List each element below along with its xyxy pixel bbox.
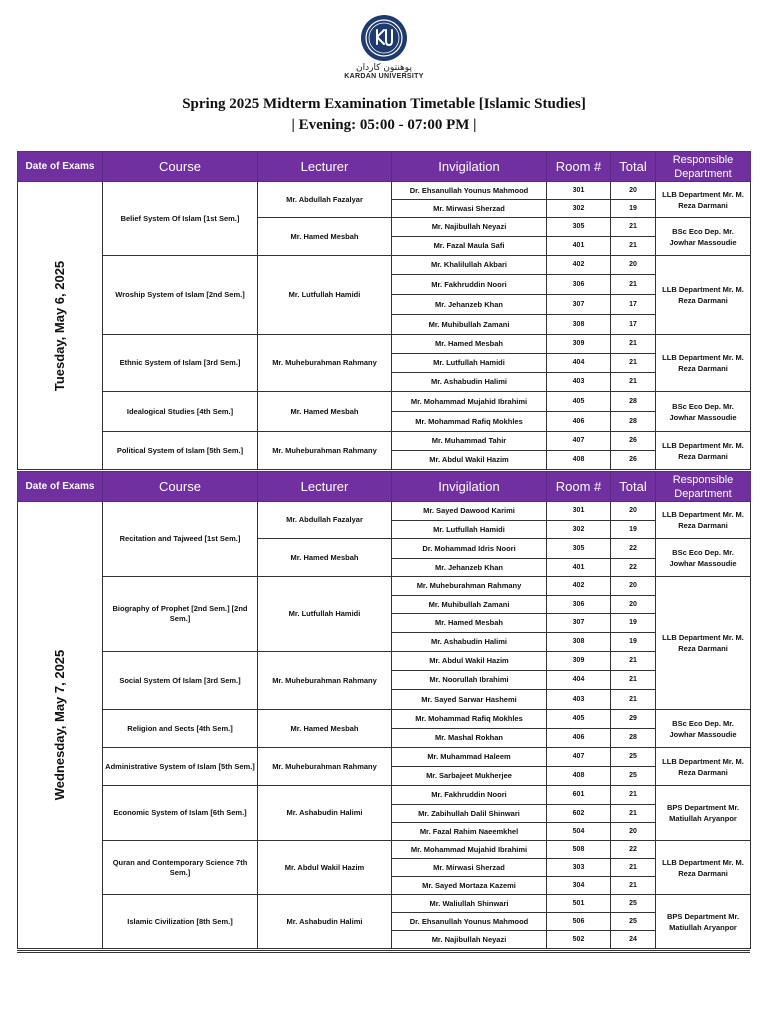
room-number: 407 — [547, 748, 611, 767]
invigilator-name: Mr. Sarbajeet Mukherjee — [392, 767, 547, 786]
invigilator-name: Mr. Najibullah Neyazi — [392, 931, 547, 949]
invigilator-name: Dr. Ehsanullah Younus Mahmood — [392, 913, 547, 931]
room-number: 405 — [547, 710, 611, 729]
student-total: 26 — [611, 451, 656, 470]
student-total: 19 — [611, 614, 656, 633]
room-number: 404 — [547, 671, 611, 690]
student-total: 22 — [611, 841, 656, 859]
invigilator-name: Mr. Abdul Wakil Hazim — [392, 451, 547, 470]
table-row — [18, 710, 751, 729]
student-total: 29 — [611, 710, 656, 729]
room-number: 402 — [547, 577, 611, 596]
room-number: 307 — [547, 295, 611, 315]
course-name: Idealogical Studies [4th Sem.] — [103, 392, 258, 432]
student-total: 22 — [611, 539, 656, 559]
student-total: 19 — [611, 521, 656, 539]
exam-date: Wednesday, May 7, 2025 — [52, 649, 67, 801]
header-room: Room # — [547, 152, 611, 182]
responsible-department: BPS Department Mr. Matiullah Aryanpor — [656, 895, 751, 949]
table-row — [18, 748, 751, 767]
header-date: Date of Exams — [18, 152, 103, 182]
responsible-department: LLB Department Mr. M. Reza Darmani — [656, 748, 751, 786]
room-number: 306 — [547, 275, 611, 295]
lecturer-name: Mr. Hamed Mesbah — [258, 539, 392, 577]
table-bottom-border — [17, 950, 750, 953]
invigilator-name: Mr. Muhammad Haleem — [392, 748, 547, 767]
header-responsible: Responsible Department — [656, 152, 751, 182]
room-number: 308 — [547, 315, 611, 335]
room-number: 405 — [547, 392, 611, 412]
responsible-department: BSc Eco Dep. Mr. Jowhar Massoudie — [656, 218, 751, 256]
student-total: 19 — [611, 633, 656, 652]
room-number: 601 — [547, 786, 611, 805]
invigilator-name: Mr. Lutfullah Hamidi — [392, 521, 547, 539]
student-total: 25 — [611, 767, 656, 786]
room-number: 508 — [547, 841, 611, 859]
timetable-wednesday — [17, 471, 751, 949]
room-number: 407 — [547, 432, 611, 451]
room-number: 506 — [547, 913, 611, 931]
responsible-department: LLB Department Mr. M. Reza Darmani — [656, 577, 751, 710]
room-number: 401 — [547, 237, 611, 256]
student-total: 21 — [611, 354, 656, 373]
lecturer-name: Mr. Muheburahman Rahmany — [258, 748, 392, 786]
invigilator-name: Mr. Khalilullah Akbari — [392, 256, 547, 275]
invigilator-name: Mr. Abdul Wakil Hazim — [392, 652, 547, 671]
student-total: 28 — [611, 392, 656, 412]
table-row — [18, 392, 751, 412]
course-name: Biography of Prophet [2nd Sem.] [2nd Sem.] — [103, 577, 258, 652]
student-total: 21 — [611, 805, 656, 823]
exam-date: Tuesday, May 6, 2025 — [52, 260, 67, 391]
student-total: 28 — [611, 412, 656, 432]
student-total: 20 — [611, 256, 656, 275]
responsible-department: LLB Department Mr. M. Reza Darmani — [656, 502, 751, 539]
invigilator-name: Mr. Ashabudin Halimi — [392, 633, 547, 652]
table-row — [18, 256, 751, 275]
invigilator-name: Mr. Sayed Dawood Karimi — [392, 502, 547, 521]
invigilator-name: Mr. Sayed Sarwar Hashemi — [392, 690, 547, 710]
invigilator-name: Dr. Ehsanullah Younus Mahmood — [392, 182, 547, 200]
table-row — [18, 841, 751, 859]
room-number: 502 — [547, 931, 611, 949]
room-number: 309 — [547, 335, 611, 354]
course-name: Social System Of Islam [3rd Sem.] — [103, 652, 258, 710]
student-total: 19 — [611, 200, 656, 218]
student-total: 21 — [611, 652, 656, 671]
student-total: 17 — [611, 315, 656, 335]
student-total: 21 — [611, 218, 656, 237]
exam-date-cell — [18, 502, 103, 949]
table-row — [18, 335, 751, 354]
responsible-department: LLB Department Mr. M. Reza Darmani — [656, 841, 751, 895]
invigilator-name: Mr. Zabihullah Dalil Shinwari — [392, 805, 547, 823]
university-logo — [0, 14, 768, 81]
student-total: 20 — [611, 596, 656, 614]
invigilator-name: Dr. Mohammad Idris Noori — [392, 539, 547, 559]
room-number: 308 — [547, 633, 611, 652]
table-row — [18, 577, 751, 596]
invigilator-name: Mr. Sayed Mortaza Kazemi — [392, 877, 547, 895]
responsible-department: LLB Department Mr. M. Reza Darmani — [656, 335, 751, 392]
lecturer-name: Mr. Muheburahman Rahmany — [258, 335, 392, 392]
course-name: Religion and Sects [4th Sem.] — [103, 710, 258, 748]
room-number: 404 — [547, 354, 611, 373]
room-number: 302 — [547, 200, 611, 218]
course-name: Quran and Contemporary Science 7th Sem.] — [103, 841, 258, 895]
table-row — [18, 182, 751, 200]
university-name-arabic: پوهنتون کاردان — [356, 63, 412, 73]
table-row — [18, 652, 751, 671]
invigilator-name: Mr. Mirwasi Sherzad — [392, 859, 547, 877]
student-total: 20 — [611, 577, 656, 596]
course-name: Administrative System of Islam [5th Sem.] — [103, 748, 258, 786]
student-total: 21 — [611, 671, 656, 690]
student-total: 28 — [611, 729, 656, 748]
room-number: 403 — [547, 690, 611, 710]
header-lecturer: Lecturer — [258, 152, 392, 182]
header-course: Course — [103, 152, 258, 182]
student-total: 26 — [611, 432, 656, 451]
invigilator-name: Mr. Mohammad Mujahid Ibrahimi — [392, 392, 547, 412]
course-name: Islamic Civilization [8th Sem.] — [103, 895, 258, 949]
course-name: Political System of Islam [5th Sem.] — [103, 432, 258, 470]
header-course: Course — [103, 472, 258, 502]
responsible-department: BSc Eco Dep. Mr. Jowhar Massoudie — [656, 710, 751, 748]
lecturer-name: Mr. Muheburahman Rahmany — [258, 432, 392, 470]
exam-date-cell — [18, 182, 103, 470]
lecturer-name: Mr. Ashabudin Halimi — [258, 895, 392, 949]
room-number: 408 — [547, 451, 611, 470]
responsible-department: BPS Department Mr. Matiullah Aryanpor — [656, 786, 751, 841]
lecturer-name: Mr. Abdullah Fazalyar — [258, 502, 392, 539]
responsible-department: LLB Department Mr. M. Reza Darmani — [656, 182, 751, 218]
student-total: 21 — [611, 335, 656, 354]
invigilator-name: Mr. Fazal Rahim Naeemkhel — [392, 823, 547, 841]
room-number: 406 — [547, 412, 611, 432]
invigilator-name: Mr. Noorullah Ibrahimi — [392, 671, 547, 690]
lecturer-name: Mr. Lutfullah Hamidi — [258, 256, 392, 335]
room-number: 401 — [547, 559, 611, 577]
room-number: 302 — [547, 521, 611, 539]
student-total: 22 — [611, 559, 656, 577]
invigilator-name: Mr. Mashal Rokhan — [392, 729, 547, 748]
invigilator-name: Mr. Fakhruddin Noori — [392, 275, 547, 295]
header-lecturer: Lecturer — [258, 472, 392, 502]
student-total: 21 — [611, 877, 656, 895]
page-subtitle: | Evening: 05:00 - 07:00 PM | — [291, 117, 477, 133]
course-name: Belief System Of Islam [1st Sem.] — [103, 182, 258, 256]
table-row — [18, 786, 751, 805]
room-number: 307 — [547, 614, 611, 633]
header-invigilation: Invigilation — [392, 472, 547, 502]
student-total: 25 — [611, 895, 656, 913]
student-total: 21 — [611, 690, 656, 710]
student-total: 25 — [611, 913, 656, 931]
invigilator-name: Mr. Najibullah Neyazi — [392, 218, 547, 237]
table-row — [18, 502, 751, 521]
table-row — [18, 895, 751, 913]
lecturer-name: Mr. Ashabudin Halimi — [258, 786, 392, 841]
room-number: 305 — [547, 218, 611, 237]
room-number: 402 — [547, 256, 611, 275]
header-responsible: Responsible Department — [656, 472, 751, 502]
student-total: 21 — [611, 786, 656, 805]
lecturer-name: Mr. Hamed Mesbah — [258, 710, 392, 748]
student-total: 20 — [611, 502, 656, 521]
header-total: Total — [611, 472, 656, 502]
university-name-english: KARDAN UNIVERSITY — [344, 73, 424, 80]
lecturer-name: Mr. Lutfullah Hamidi — [258, 577, 392, 652]
invigilator-name: Mr. Jehanzeb Khan — [392, 295, 547, 315]
student-total: 20 — [611, 182, 656, 200]
student-total: 24 — [611, 931, 656, 949]
room-number: 406 — [547, 729, 611, 748]
table-row — [18, 432, 751, 451]
lecturer-name: Mr. Hamed Mesbah — [258, 218, 392, 256]
student-total: 21 — [611, 275, 656, 295]
kardan-seal-icon — [360, 14, 408, 62]
lecturer-name: Mr. Hamed Mesbah — [258, 392, 392, 432]
room-number: 501 — [547, 895, 611, 913]
student-total: 21 — [611, 859, 656, 877]
course-name: Economic System of Islam [6th Sem.] — [103, 786, 258, 841]
invigilator-name: Mr. Fakhruddin Noori — [392, 786, 547, 805]
invigilator-name: Mr. Jehanzeb Khan — [392, 559, 547, 577]
lecturer-name: Mr. Abdullah Fazalyar — [258, 182, 392, 218]
student-total: 25 — [611, 748, 656, 767]
room-number: 309 — [547, 652, 611, 671]
header-invigilation: Invigilation — [392, 152, 547, 182]
course-name: Recitation and Tajweed [1st Sem.] — [103, 502, 258, 577]
room-number: 303 — [547, 859, 611, 877]
responsible-department: LLB Department Mr. M. Reza Darmani — [656, 432, 751, 470]
room-number: 305 — [547, 539, 611, 559]
lecturer-name: Mr. Muheburahman Rahmany — [258, 652, 392, 710]
course-name: Wroship System of Islam [2nd Sem.] — [103, 256, 258, 335]
invigilator-name: Mr. Mirwasi Sherzad — [392, 200, 547, 218]
header-room: Room # — [547, 472, 611, 502]
invigilator-name: Mr. Muhammad Tahir — [392, 432, 547, 451]
invigilator-name: Mr. Mohammad Rafiq Mokhles — [392, 710, 547, 729]
lecturer-name: Mr. Abdul Wakil Hazim — [258, 841, 392, 895]
room-number: 301 — [547, 502, 611, 521]
invigilator-name: Mr. Ashabudin Halimi — [392, 373, 547, 392]
room-number: 403 — [547, 373, 611, 392]
invigilator-name: Mr. Fazal Maula Safi — [392, 237, 547, 256]
invigilator-name: Mr. Muheburahman Rahmany — [392, 577, 547, 596]
room-number: 504 — [547, 823, 611, 841]
responsible-department: BSc Eco Dep. Mr. Jowhar Massoudie — [656, 539, 751, 577]
invigilator-name: Mr. Mohammad Rafiq Mokhles — [392, 412, 547, 432]
invigilator-name: Mr. Mohammad Mujahid Ibrahimi — [392, 841, 547, 859]
responsible-department: BSc Eco Dep. Mr. Jowhar Massoudie — [656, 392, 751, 432]
invigilator-name: Mr. Muhibullah Zamani — [392, 596, 547, 614]
student-total: 21 — [611, 237, 656, 256]
student-total: 21 — [611, 373, 656, 392]
room-number: 306 — [547, 596, 611, 614]
room-number: 301 — [547, 182, 611, 200]
course-name: Ethnic System of Islam [3rd Sem.] — [103, 335, 258, 392]
header-date: Date of Exams — [18, 472, 103, 502]
invigilator-name: Mr. Hamed Mesbah — [392, 335, 547, 354]
timetable-tuesday — [17, 151, 751, 470]
room-number: 304 — [547, 877, 611, 895]
room-number: 408 — [547, 767, 611, 786]
invigilator-name: Mr. Hamed Mesbah — [392, 614, 547, 633]
student-total: 17 — [611, 295, 656, 315]
responsible-department: LLB Department Mr. M. Reza Darmani — [656, 256, 751, 335]
invigilator-name: Mr. Lutfullah Hamidi — [392, 354, 547, 373]
student-total: 20 — [611, 823, 656, 841]
room-number: 602 — [547, 805, 611, 823]
header-total: Total — [611, 152, 656, 182]
invigilator-name: Mr. Waliullah Shinwari — [392, 895, 547, 913]
page-title: Spring 2025 Midterm Examination Timetable [Islamic Studies] — [182, 96, 586, 112]
invigilator-name: Mr. Muhibullah Zamani — [392, 315, 547, 335]
